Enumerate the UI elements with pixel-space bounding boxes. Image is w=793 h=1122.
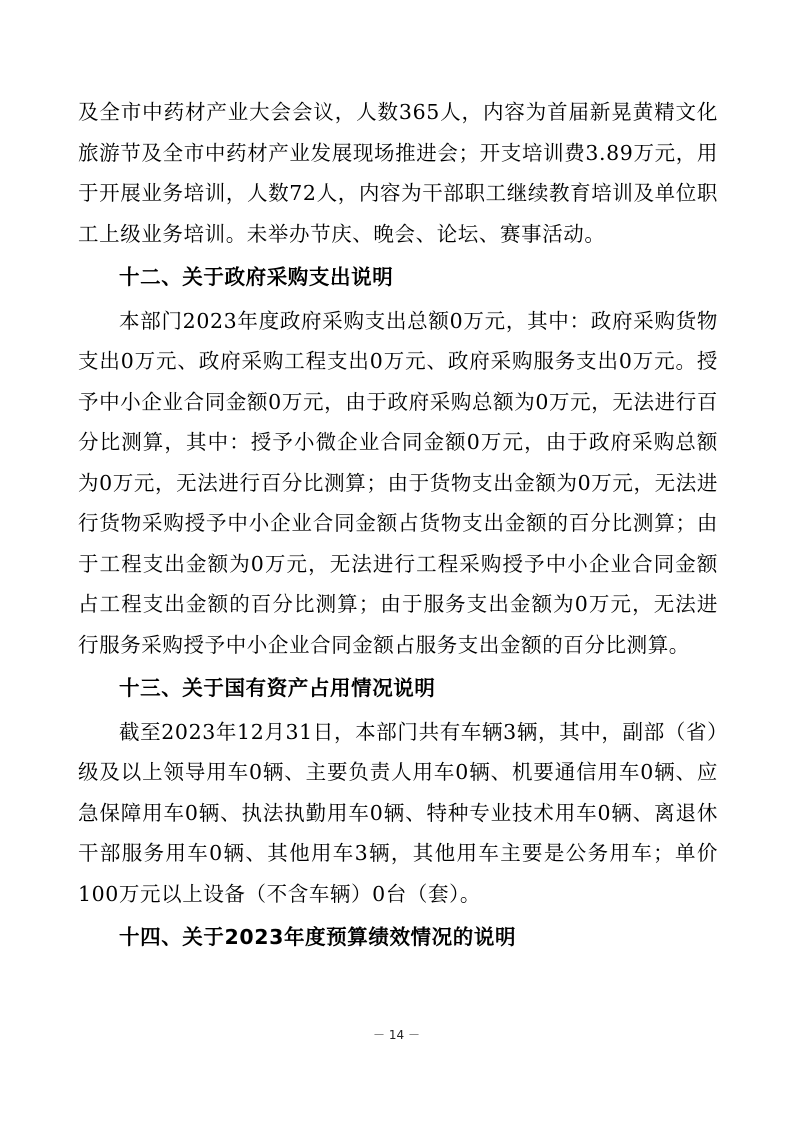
paragraph-continued: 及全市中药材产业大会会议，人数365人，内容为首届新晃黄精文化旅游节及全市中药材产业发展现场推进会；开支培训费3.89万元，用于开展业务培训，人数72人，内容为干部职工继续教育培训及单位职工上级业务培训。未举办节庆、晚会、论坛、赛事活动。 (78, 100, 718, 246)
paragraph-government-procurement: 本部门2023年度政府采购支出总额0万元，其中：政府采购货物支出0万元、政府采购工程支出0万元、政府采购服务支出0万元。授予中小企业合同金额0万元，由于政府采购总额为0万元，无法进行百分比测算，其中：授予小微企业合同金额0万元，由于政府采购总额为0万元，无法进行百分比测算；由于货物支出金额为0万元，无法进行货物采购授予中小企业合同金额占货物支出金额的百分比测算；由于工程支出金额为0万元，无法进行工程采购授予中小企业合同金额占工程支出金额的百分比测算；由于服务支出金额为0万元，无法进行服务采购授予中小企业合同金额占服务支出金额的百分比测算。 (78, 308, 718, 657)
section-heading-14: 十四、关于2023年度预算绩效情况的说明 (119, 925, 517, 949)
section-heading-12: 十二、关于政府采购支出说明 (119, 265, 394, 289)
document-body (78, 92, 718, 958)
section-heading-13: 十三、关于国有资产占用情况说明 (119, 676, 436, 700)
page-number: － 14 － (373, 1028, 420, 1042)
paragraph-state-assets: 截至2023年12月31日，本部门共有车辆3辆，其中，副部（省）级及以上领导用车0辆、主要负责人用车0辆、机要通信用车0辆、应急保障用车0辆、执法执勤用车0辆、特种专业技术用车0辆、离退休干部服务用车0辆、其他用车3辆，其他用车主要是公务用车；单价100万元以上设备（不含车辆）0台（套）。 (78, 719, 718, 906)
